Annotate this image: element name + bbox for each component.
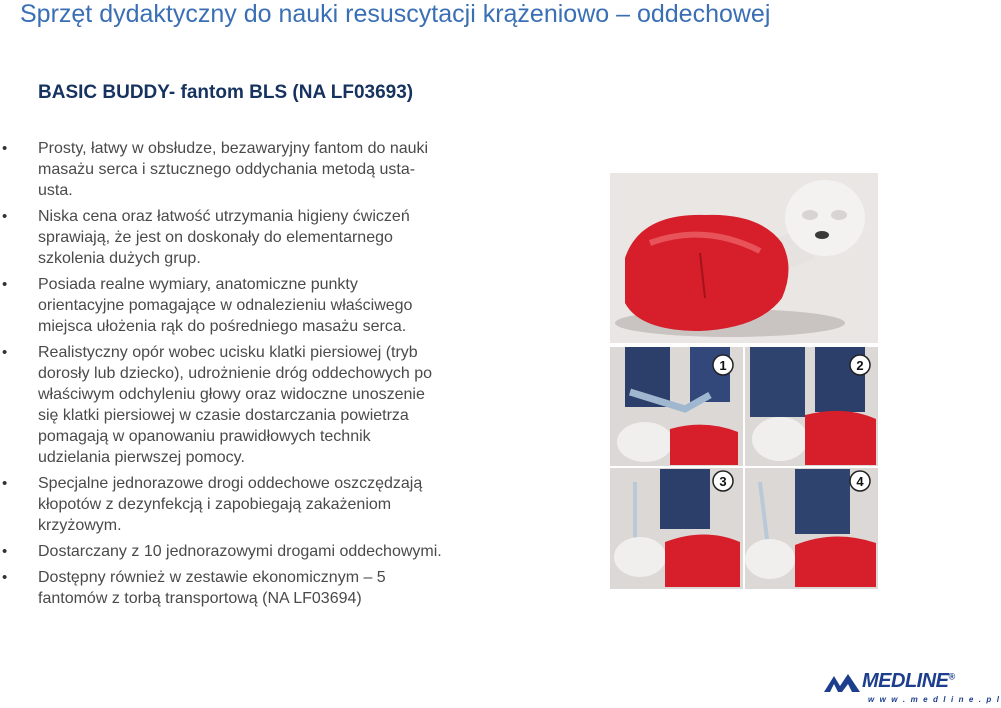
page-title: Sprzęt dydaktyczny do nauki resuscytacji krążeniowo – oddechowej: [20, 0, 771, 28]
bullet-text-line: się klatki piersiowej w czasie dostarczania powietrza: [38, 407, 409, 424]
feature-bullet: [0, 473, 500, 536]
svg-text:3: 3: [719, 474, 727, 489]
bullet-text-line: Dostarczany z 10 jednorazowymi drogami oddechowymi.: [38, 543, 442, 560]
bullet-dot-icon: •: [2, 208, 8, 225]
bullet-text-line: usta.: [38, 182, 73, 199]
bullet-text-line: Niska cena oraz łatwość utrzymania higieny ćwiczeń: [38, 208, 410, 225]
medline-wave-icon: [822, 670, 862, 696]
feature-list: [0, 138, 500, 614]
bullet-dot-icon: •: [2, 543, 8, 560]
bullet-text-line: masażu serca i sztucznego oddychania metodą usta-: [38, 161, 416, 178]
bullet-text-line: Dostępny również w zestawie ekonomicznym – 5: [38, 569, 386, 586]
bullet-dot-icon: •: [2, 344, 8, 361]
feature-bullet: [0, 274, 500, 337]
bullet-dot-icon: •: [2, 475, 8, 492]
manikin-illustration: [610, 173, 878, 343]
bullet-text-line: dorosły lub dziecko), udrożnienie dróg oddechowych po: [38, 365, 433, 382]
product-heading: BASIC BUDDY- fantom BLS (NA LF03693): [38, 82, 414, 103]
bullet-text-line: orientacyjne pomagające w odnalezieniu właściwego: [38, 297, 413, 314]
bullet-dot-icon: •: [2, 569, 8, 586]
bullet-text-line: krzyżowym.: [38, 517, 122, 534]
feature-bullet: [0, 206, 500, 269]
manikin-photo: [610, 173, 878, 343]
logo-url: w w w . m e d l i n e . p l: [868, 695, 1001, 704]
bullet-text-line: pomagają w opanowaniu prawidłowych technik: [38, 428, 371, 445]
feature-bullet: [0, 567, 500, 609]
bullet-text-line: szkolenia dużych grup.: [38, 250, 201, 267]
bullet-text-line: fantomów z torbą transportową (NA LF03694): [38, 590, 362, 607]
bullet-dot-icon: •: [2, 140, 8, 157]
feature-bullet: [0, 541, 500, 562]
svg-text:4: 4: [856, 474, 864, 489]
bullet-dot-icon: •: [2, 276, 8, 293]
bullet-text-line: właściwym odchyleniu głowy oraz widoczne unoszenie: [38, 386, 425, 403]
bullet-text-line: Realistyczny opór wobec ucisku klatki piersiowej (tryb: [38, 344, 418, 361]
medline-logo: [822, 668, 1001, 706]
feature-bullet: [0, 138, 500, 201]
bullet-text-line: sprawiają, że jest on doskonały do elementarnego: [38, 229, 393, 246]
bullet-text-line: udzielania pierwszej pomocy.: [38, 449, 245, 466]
bullet-text-line: miejsca ułożenia rąk do pośredniego masażu serca.: [38, 318, 407, 335]
bullet-text-line: Prosty, łatwy w obsłudze, bezawaryjny fantom do nauki: [38, 140, 429, 157]
usage-steps-photo: [610, 347, 878, 589]
logo-wordmark: MEDLINE®: [862, 670, 955, 692]
bullet-text-line: Specjalne jednorazowe drogi oddechowe oszczędzają: [38, 475, 423, 492]
usage-steps-illustration: [610, 347, 878, 589]
svg-text:2: 2: [856, 358, 864, 373]
bullet-text-line: Posiada realne wymiary, anatomiczne punkty: [38, 276, 358, 293]
bullet-text-line: kłopotów z dezynfekcją i zapobiegają zakażeniom: [38, 496, 392, 513]
svg-text:1: 1: [719, 358, 727, 373]
feature-bullet: [0, 342, 500, 468]
